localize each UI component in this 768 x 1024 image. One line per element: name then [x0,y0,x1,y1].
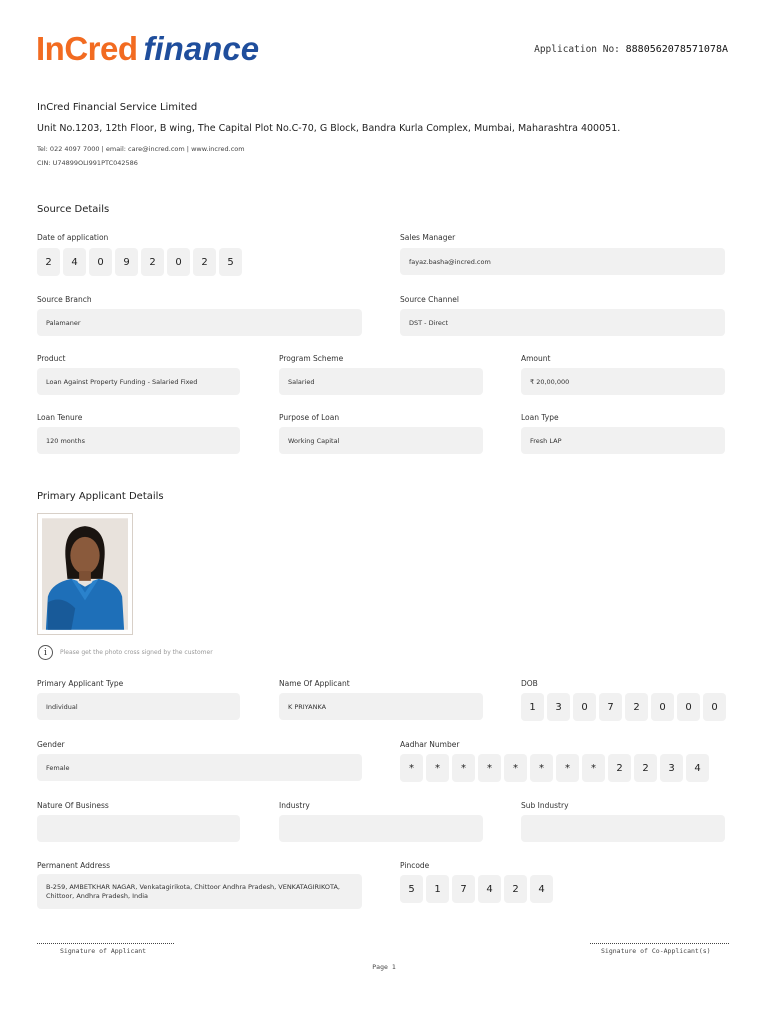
date-of-application-digit-box[interactable]: 5 [219,248,242,276]
loan-tenure-label: Loan Tenure [37,413,83,422]
company-name: InCred Financial Service Limited [37,102,198,113]
industry-field[interactable] [279,815,483,842]
pincode-digit-box[interactable]: 4 [530,875,553,903]
company-contact: Tel: 022 4097 7000 | email: care@incred.com | www.incred.com [37,145,245,153]
dob-digit-box[interactable]: 1 [521,693,544,721]
applicant-photo [37,513,133,635]
nature-of-business-label: Nature Of Business [37,801,109,810]
source-branch-field[interactable]: Palamaner [37,309,362,336]
aadhar-digit-box[interactable]: * [556,754,579,782]
permanent-address-label: Permanent Address [37,861,111,870]
date-of-application-label: Date of application [37,233,109,242]
application-number-value: 8880562078571078A [625,44,728,55]
sub-industry-field[interactable] [521,815,725,842]
loan-type-label: Loan Type [521,413,559,422]
incred-finance-logo [36,30,259,70]
pincode-digit-box[interactable]: 7 [452,875,475,903]
date-of-application-boxes [37,248,242,276]
dob-digit-box[interactable]: 7 [599,693,622,721]
date-of-application-digit-box[interactable]: 9 [115,248,138,276]
pincode-digit-box[interactable]: 5 [400,875,423,903]
aadhar-label: Aadhar Number [400,740,460,749]
program-scheme-label: Program Scheme [279,354,344,363]
company-cin: CIN: U74899OLI991PTC042586 [37,159,138,167]
aadhar-digit-box[interactable]: * [530,754,553,782]
dob-label: DOB [521,679,538,688]
date-of-application-digit-box[interactable]: 2 [37,248,60,276]
applicant-photo-image [42,518,128,630]
photo-note [38,645,213,660]
pincode-digit-box[interactable]: 2 [504,875,527,903]
dob-digit-box[interactable]: 0 [651,693,674,721]
applicant-signature-label: Signature of Applicant [60,947,147,955]
product-label: Product [37,354,66,363]
dob-digit-box[interactable]: 2 [625,693,648,721]
aadhar-digit-box[interactable]: 4 [686,754,709,782]
date-of-application-digit-box[interactable]: 2 [193,248,216,276]
pincode-digit-box[interactable]: 1 [426,875,449,903]
date-of-application-digit-box[interactable]: 4 [63,248,86,276]
aadhar-digit-box[interactable]: 3 [660,754,683,782]
purpose-of-loan-label: Purpose of Loan [279,413,340,422]
dob-digit-box[interactable]: 0 [677,693,700,721]
aadhar-digit-box[interactable]: * [426,754,449,782]
aadhar-digit-box[interactable]: 2 [634,754,657,782]
coapplicant-signature-label: Signature of Co-Applicant(s) [601,947,711,955]
applicant-name-field[interactable]: K PRIYANKA [279,693,483,720]
company-address: Unit No.1203, 12th Floor, B wing, The Capital Plot No.C-70, G Block, Bandra Kurla Complex, Mumbai, Maharashtra 400051. [37,123,621,134]
amount-label: Amount [521,354,551,363]
date-of-application-digit-box[interactable]: 0 [89,248,112,276]
sub-industry-label: Sub Industry [521,801,569,810]
aadhar-digit-box[interactable]: * [504,754,527,782]
loan-type-field[interactable]: Fresh LAP [521,427,725,454]
applicant-type-field[interactable]: Individual [37,693,240,720]
dob-digit-box[interactable]: 0 [573,693,596,721]
primary-applicant-title: Primary Applicant Details [37,491,164,502]
aadhar-digit-box[interactable]: * [452,754,475,782]
applicant-type-label: Primary Applicant Type [37,679,124,688]
dob-boxes [521,693,726,721]
gender-field[interactable]: Female [37,754,362,781]
date-of-application-digit-box[interactable]: 0 [167,248,190,276]
source-channel-field[interactable]: DST - Direct [400,309,725,336]
aadhar-digit-box[interactable]: * [478,754,501,782]
date-of-application-digit-box[interactable]: 2 [141,248,164,276]
aadhar-digit-box[interactable]: * [582,754,605,782]
aadhar-digit-box[interactable]: * [400,754,423,782]
pincode-boxes [400,875,553,903]
photo-note-text: Please get the photo cross signed by the customer [60,649,213,656]
source-channel-label: Source Channel [400,295,459,304]
industry-label: Industry [279,801,310,810]
sales-manager-field[interactable]: fayaz.basha@incred.com [400,248,725,275]
amount-field[interactable]: ₹ 20,00,000 [521,368,725,395]
gender-label: Gender [37,740,65,749]
program-scheme-field[interactable]: Salaried [279,368,483,395]
source-branch-label: Source Branch [37,295,92,304]
loan-tenure-field[interactable]: 120 months [37,427,240,454]
product-field[interactable]: Loan Against Property Funding - Salaried Fixed [37,368,240,395]
pincode-digit-box[interactable]: 4 [478,875,501,903]
applicant-name-label: Name Of Applicant [279,679,350,688]
page-number: Page 1 [372,963,396,971]
sales-manager-label: Sales Manager [400,233,456,242]
info-icon: i [38,645,53,660]
logo-incred-text: InCred [36,30,138,67]
permanent-address-field[interactable]: B-259, AMBETKHAR NAGAR, Venkatagirikota, Chittoor Andhra Pradesh, VENKATAGIRIKOTA, Chittoor, Andhra Pradesh, India [37,874,362,909]
aadhar-digit-box[interactable]: 2 [608,754,631,782]
application-number [534,44,728,55]
nature-of-business-field[interactable] [37,815,240,842]
source-details-title: Source Details [37,204,110,215]
application-number-label: Application No: [534,44,620,55]
applicant-signature-line [37,943,174,944]
dob-digit-box[interactable]: 0 [703,693,726,721]
purpose-of-loan-field[interactable]: Working Capital [279,427,483,454]
pincode-label: Pincode [400,861,430,870]
dob-digit-box[interactable]: 3 [547,693,570,721]
aadhar-boxes [400,754,709,782]
logo-finance-text: finance [143,30,260,67]
coapplicant-signature-line [590,943,729,944]
